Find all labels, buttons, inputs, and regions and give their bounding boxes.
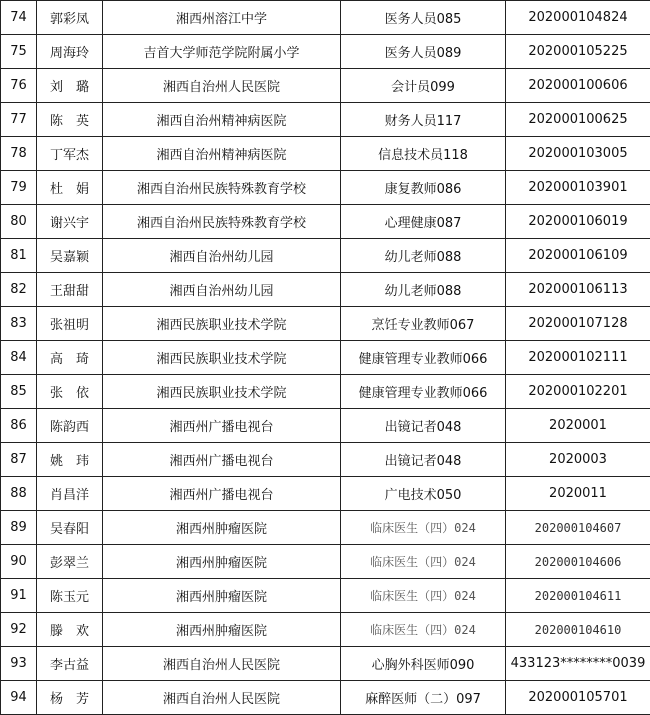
applicant-name: 王甜甜	[37, 273, 103, 307]
table-row	[1, 69, 650, 103]
applicant-name: 吴春阳	[37, 511, 103, 545]
row-number: 92	[1, 613, 37, 647]
exam-ticket-number: 433123********0039	[506, 647, 650, 681]
applicant-name: 高 琦	[37, 341, 103, 375]
applicant-name: 谢兴宇	[37, 205, 103, 239]
exam-ticket-number: 202000104607	[506, 511, 650, 545]
applicant-name: 陈韵西	[37, 409, 103, 443]
employer-unit: 湘西自治州精神病医院	[103, 137, 341, 171]
applicant-name: 丁军杰	[37, 137, 103, 171]
exam-ticket-number: 202000106109	[506, 239, 650, 273]
exam-ticket-number: 202000102111	[506, 341, 650, 375]
row-number: 79	[1, 171, 37, 205]
table-row	[1, 477, 650, 511]
table-row	[1, 239, 650, 273]
table-row	[1, 341, 650, 375]
employer-unit: 吉首大学师范学院附属小学	[103, 35, 341, 69]
employer-unit: 湘西州广播电视台	[103, 443, 341, 477]
employer-unit: 湘西州广播电视台	[103, 477, 341, 511]
employer-unit: 湘西自治州民族特殊教育学校	[103, 205, 341, 239]
exam-ticket-number: 202000103901	[506, 171, 650, 205]
job-position: 临床医生（四）024	[341, 613, 506, 647]
job-position: 财务人员117	[341, 103, 506, 137]
job-position: 健康管理专业教师066	[341, 375, 506, 409]
table-row	[1, 205, 650, 239]
exam-ticket-number: 202000103005	[506, 137, 650, 171]
applicant-name: 李古益	[37, 647, 103, 681]
exam-ticket-number: 202000102201	[506, 375, 650, 409]
employer-unit: 湘西民族职业技术学院	[103, 307, 341, 341]
job-position: 心胸外科医师090	[341, 647, 506, 681]
employer-unit: 湘西州肿瘤医院	[103, 511, 341, 545]
row-number: 78	[1, 137, 37, 171]
applicant-name: 周海玲	[37, 35, 103, 69]
employer-unit: 湘西州肿瘤医院	[103, 579, 341, 613]
row-number: 86	[1, 409, 37, 443]
row-number: 90	[1, 545, 37, 579]
job-position: 健康管理专业教师066	[341, 341, 506, 375]
table-row	[1, 613, 650, 647]
job-position: 烹饪专业教师067	[341, 307, 506, 341]
job-position: 医务人员089	[341, 35, 506, 69]
table-row	[1, 443, 650, 477]
row-number: 91	[1, 579, 37, 613]
exam-ticket-number: 202000106113	[506, 273, 650, 307]
job-position: 心理健康087	[341, 205, 506, 239]
applicant-name: 杜 娟	[37, 171, 103, 205]
row-number: 80	[1, 205, 37, 239]
job-position: 幼儿老师088	[341, 273, 506, 307]
exam-ticket-number: 202000104611	[506, 579, 650, 613]
employer-unit: 湘西州广播电视台	[103, 409, 341, 443]
results-table-body	[1, 1, 650, 715]
applicant-name: 张祖明	[37, 307, 103, 341]
job-position: 康复教师086	[341, 171, 506, 205]
row-number: 89	[1, 511, 37, 545]
employer-unit: 湘西自治州精神病医院	[103, 103, 341, 137]
employer-unit: 湘西民族职业技术学院	[103, 375, 341, 409]
table-row	[1, 579, 650, 613]
applicant-name: 彭翠兰	[37, 545, 103, 579]
job-position: 会计员099	[341, 69, 506, 103]
job-position: 信息技术员118	[341, 137, 506, 171]
row-number: 82	[1, 273, 37, 307]
exam-ticket-number: 202000105225	[506, 35, 650, 69]
table-row	[1, 137, 650, 171]
job-position: 麻醉医师（二）097	[341, 681, 506, 715]
employer-unit: 湘西州溶江中学	[103, 1, 341, 35]
exam-ticket-number: 2020003	[506, 443, 650, 477]
row-number: 87	[1, 443, 37, 477]
exam-ticket-number: 2020001	[506, 409, 650, 443]
row-number: 75	[1, 35, 37, 69]
table-row	[1, 307, 650, 341]
applicant-name: 陈 英	[37, 103, 103, 137]
applicant-name: 刘 璐	[37, 69, 103, 103]
job-position: 广电技术050	[341, 477, 506, 511]
table-row	[1, 103, 650, 137]
exam-ticket-number: 2020011	[506, 477, 650, 511]
employer-unit: 湘西州肿瘤医院	[103, 613, 341, 647]
job-position: 出镜记者048	[341, 409, 506, 443]
exam-ticket-number: 202000100606	[506, 69, 650, 103]
job-position: 医务人员085	[341, 1, 506, 35]
table-row	[1, 681, 650, 715]
table-row	[1, 273, 650, 307]
job-position: 出镜记者048	[341, 443, 506, 477]
employer-unit: 湘西自治州人民医院	[103, 647, 341, 681]
applicant-name: 陈玉元	[37, 579, 103, 613]
table-row	[1, 511, 650, 545]
applicant-name: 杨 芳	[37, 681, 103, 715]
row-number: 93	[1, 647, 37, 681]
row-number: 84	[1, 341, 37, 375]
exam-ticket-number: 202000105701	[506, 681, 650, 715]
job-position: 幼儿老师088	[341, 239, 506, 273]
table-row	[1, 647, 650, 681]
exam-ticket-number: 202000104606	[506, 545, 650, 579]
applicant-name: 滕 欢	[37, 613, 103, 647]
employer-unit: 湘西州肿瘤医院	[103, 545, 341, 579]
applicant-name: 张 依	[37, 375, 103, 409]
row-number: 83	[1, 307, 37, 341]
table-row	[1, 171, 650, 205]
table-row	[1, 35, 650, 69]
table-row	[1, 545, 650, 579]
row-number: 88	[1, 477, 37, 511]
row-number: 94	[1, 681, 37, 715]
row-number: 74	[1, 1, 37, 35]
employer-unit: 湘西自治州幼儿园	[103, 239, 341, 273]
employer-unit: 湘西自治州人民医院	[103, 681, 341, 715]
employer-unit: 湘西自治州民族特殊教育学校	[103, 171, 341, 205]
applicant-name: 吴嘉颖	[37, 239, 103, 273]
row-number: 77	[1, 103, 37, 137]
employer-unit: 湘西自治州人民医院	[103, 69, 341, 103]
exam-ticket-number: 202000107128	[506, 307, 650, 341]
exam-ticket-number: 202000104610	[506, 613, 650, 647]
employer-unit: 湘西自治州幼儿园	[103, 273, 341, 307]
job-position: 临床医生（四）024	[341, 511, 506, 545]
job-position: 临床医生（四）024	[341, 545, 506, 579]
exam-ticket-number: 202000106019	[506, 205, 650, 239]
employer-unit: 湘西民族职业技术学院	[103, 341, 341, 375]
row-number: 76	[1, 69, 37, 103]
exam-ticket-number: 202000104824	[506, 1, 650, 35]
applicant-name: 肖昌洋	[37, 477, 103, 511]
applicant-name: 郭彩凤	[37, 1, 103, 35]
row-number: 85	[1, 375, 37, 409]
job-position: 临床医生（四）024	[341, 579, 506, 613]
table-row	[1, 1, 650, 35]
exam-ticket-number: 202000100625	[506, 103, 650, 137]
table-row	[1, 375, 650, 409]
table-row	[1, 409, 650, 443]
row-number: 81	[1, 239, 37, 273]
applicant-name: 姚 玮	[37, 443, 103, 477]
